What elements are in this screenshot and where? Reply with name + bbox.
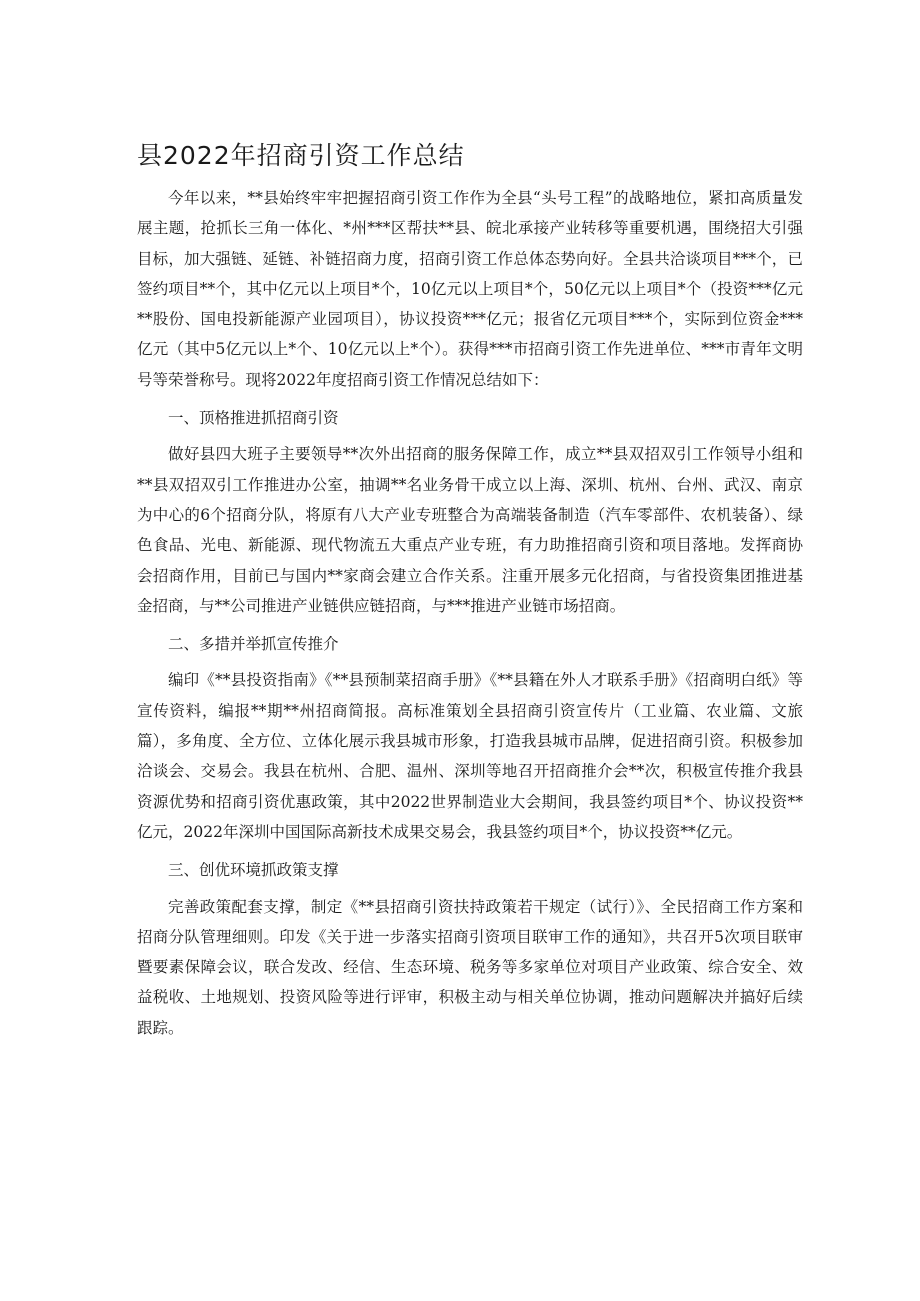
section-heading-3: 三、创优环境抓政策支撑 bbox=[168, 861, 339, 880]
section-paragraph-3: 完善政策配套支撑，制定《**县招商引资扶持政策若干规定（试行）》、全民招商工作方案和招商分队管理细则。印发《关于进一步落实招商引资项目联审工作的通知》，共召开5次项目联审暨要素保障会议，联合发改、经信、生态环境、税务等多家单位对项目产业政策、综合安全、效益税收、土地规划、投资风险等进行评审，积极主动与相关单位协调，推动问题解决并搞好后续跟踪。 bbox=[137, 897, 803, 1037]
document-title: 县2022年招商引资工作总结 bbox=[137, 141, 465, 170]
section-heading-2: 二、多措并举抓宣传推介 bbox=[168, 635, 339, 654]
document-body bbox=[137, 183, 803, 1043]
section-heading-1: 一、顶格推进抓招商引资 bbox=[168, 409, 339, 428]
intro-paragraph: 今年以来，**县始终牢牢把握招商引资工作作为全县“头号工程”的战略地位，紧扣高质量发展主题，抢抓长三角一体化、*州***区帮扶**县、皖北承接产业转移等重要机遇，围绕招大引强目标，加大强链、延链、补链招商力度，招商引资工作总体态势向好。全县共洽谈项目***个，已签约项目**个，其中亿元以上项目*个，10亿元以上项目*个，50亿元以上项目*个（投资***亿元**股份、国电投新能源产业园项目），协议投资***亿元；报省亿元项目***个，实际到位资金***亿元（其中5亿元以上*个、10亿元以上*个）。获得***市招商引资工作先进单位、***市青年文明号等荣誉称号。现将2022年度招商引资工作情况总结如下： bbox=[137, 189, 803, 389]
section-paragraph-2: 编印《**县投资指南》《**县预制菜招商手册》《**县籍在外人才联系手册》《招商明白纸》等宣传资料，编报**期**州招商简报。高标准策划全县招商引资宣传片（工业篇、农业篇、文旅篇），多角度、全方位、立体化展示我县城市形象，打造我县城市品牌，促进招商引资。积极参加洽谈会、交易会。我县在杭州、合肥、温州、深圳等地召开招商推介会**次，积极宣传推介我县资源优势和招商引资优惠政策，其中2022世界制造业大会期间，我县签约项目*个、协议投资**亿元，2022年深圳中国国际高新技术成果交易会，我县签约项目*个，协议投资**亿元。 bbox=[137, 671, 803, 841]
section-paragraph-1: 做好县四大班子主要领导**次外出招商的服务保障工作，成立**县双招双引工作领导小组和**县双招双引工作推进办公室，抽调**名业务骨干成立以上海、深圳、杭州、台州、武汉、南京为中心的6个招商分队，将原有八大产业专班整合为高端装备制造（汽车零部件、农机装备）、绿色食品、光电、新能源、现代物流五大重点产业专班，有力助推招商引资和项目落地。发挥商协会招商作用，目前已与国内**家商会建立合作关系。注重开展多元化招商，与省投资集团推进基金招商，与**公司推进产业链供应链招商，与***推进产业链市场招商。 bbox=[137, 445, 803, 615]
